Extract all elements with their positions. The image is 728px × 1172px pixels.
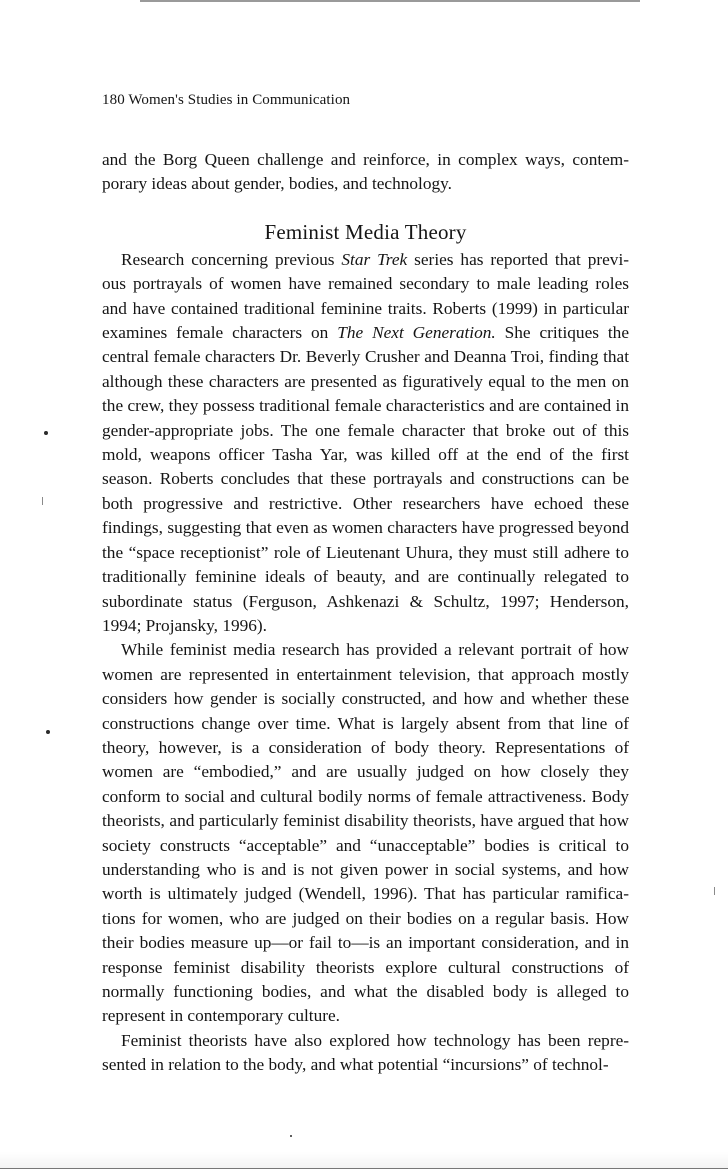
scan-mark [42, 497, 43, 505]
paragraph [102, 248, 629, 639]
italic-title: The Next Generation. [337, 323, 496, 343]
paragraph-continuation [102, 148, 629, 197]
text-run: She critiques the central female characters Dr. Beverly Crusher and Deanna Troi, finding that although these characters are presented as figuratively equal to the men on the crew, they possess traditional female characteristics and are contained in gender-appropriate jobs. The one female character that broke out of this mold, weapons officer Tasha Yar, was killed off at the end of the first season. Roberts concludes that these portrayals and constructions can be both progressive and restrictive. Other researchers have echoed these findings, suggesting that even as women characters have progressed beyond the “space receptionist” role of Lieutenant Uhura, they must still adhere to traditionally feminine ideals of beauty, and are continually relegated to subordinate status (Ferguson, Ashkenazi & Schultz, 1997; Henderson, 1994; Projansky, 1996). [102, 323, 629, 635]
body-text [102, 148, 629, 1078]
text-run: Feminist theorists have also explored how technology has been repre-sented in relation to the body, and what potential “incursions” of technol- [102, 1030, 629, 1075]
text-run: Research concerning previous [121, 249, 342, 269]
scan-speck [44, 431, 48, 435]
paragraph [102, 1029, 629, 1078]
italic-title: Star Trek [341, 249, 408, 269]
text-run: and the Borg Queen challenge and reinforce, in complex ways, contem-porary ideas about gender, bodies, and technology. [102, 150, 629, 194]
running-head: 180 Women's Studies in Communication [102, 92, 351, 108]
page-bottom-edge [0, 1168, 728, 1169]
page-bottom-shade [0, 1152, 728, 1168]
scan-speck [46, 730, 50, 734]
scan-speck [290, 1135, 292, 1137]
section-heading: Feminist Media Theory [264, 219, 467, 244]
text-run: series has reported that previ-ous portrayals of women have remained secondary to male leading roles and have contained traditional feminine traits. Roberts (1999) in particular examines female characters on [102, 249, 630, 343]
paragraph [102, 638, 629, 1029]
scan-mark [714, 887, 715, 895]
page-top-edge [140, 0, 640, 2]
text-run: While feminist media research has provided a relevant portrait of how women are represented in entertainment television, that approach mostly considers how gender is socially constructed, and how and whether these constructions change over time. What is largely absent from that line of theory, however, is a consideration of body theory. Representations of women are “embodied,” and are usually judged on how closely they conform to social and cultural bodily norms of female attractiveness. Body theorists, and particularly feminist disability theorists, have argued that how society constructs “acceptable” and “unacceptable” bodies is critical to understanding who is and is not given power in social systems, and how worth is ultimately judged (Wendell, 1996). That has particular ramifica-tions for women, who are judged on their bodies on a regular basis. How their bodies measure up—or fail to—is an important consideration, and in response feminist disability theorists explore cultural constructions of normally functioning bodies, and what the disabled body is alleged to represent in contemporary culture. [102, 640, 629, 1026]
